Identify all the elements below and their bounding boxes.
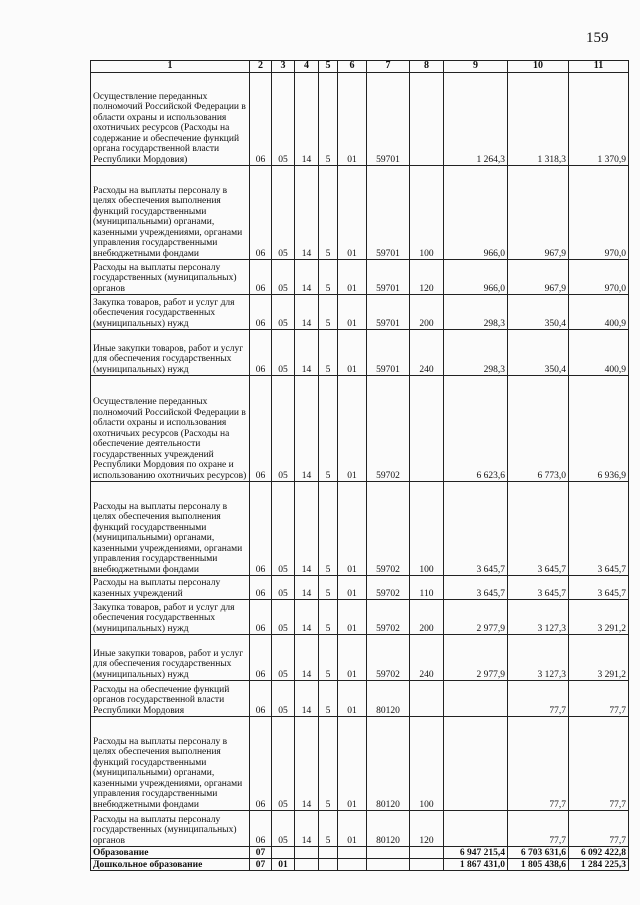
cell-c11: 3 645,7 [569,482,629,576]
cell-c5: 5 [319,811,338,847]
cell-c4: 14 [295,73,319,166]
cell-c8 [410,847,444,859]
cell-c3: 01 [272,859,295,871]
cell-c10: 967,9 [508,166,569,260]
cell-c10: 77,7 [508,811,569,847]
cell-c7 [367,859,410,871]
cell-c5: 5 [319,600,338,635]
cell-c7: 80120 [367,811,410,847]
cell-c5: 5 [319,482,338,576]
cell-c7: 80120 [367,681,410,717]
row-name-cell: Расходы на выплаты персоналу в целях обеспечения выполнения функций государственными (муниципальными) органами, казенными учреждениями, органами управления государственными внебюджетными фондами [91,717,250,811]
cell-c7: 59702 [367,482,410,576]
cell-c6: 01 [338,73,367,166]
table-row [91,717,629,811]
cell-c7: 59701 [367,166,410,260]
cell-c6: 01 [338,635,367,681]
cell-c4: 14 [295,576,319,600]
table-row [91,811,629,847]
header-cell: 6 [338,61,367,73]
cell-c9 [444,811,508,847]
cell-c9: 966,0 [444,260,508,295]
row-name-cell: Иные закупки товаров, работ и услуг для обеспечения государственных (муниципальных) нужд [91,635,250,681]
cell-c9 [444,717,508,811]
table-row [91,376,629,482]
cell-c2: 06 [250,635,272,681]
cell-c3: 05 [272,600,295,635]
cell-c4 [295,847,319,859]
cell-c11: 970,0 [569,260,629,295]
row-name-cell: Осуществление переданных полномочий Российской Федерации в области охраны и использования охотничьих ресурсов (Расходы на обеспечение деятельности государственных учреждений Республики Мордовия по охране и использованию охотничьих ресурсов) [91,376,250,482]
cell-c9: 6 947 215,4 [444,847,508,859]
cell-c2: 06 [250,330,272,376]
table-row [91,576,629,600]
cell-c4: 14 [295,295,319,330]
cell-c8 [410,376,444,482]
cell-c3: 05 [272,330,295,376]
cell-c6: 01 [338,576,367,600]
cell-c11: 77,7 [569,811,629,847]
table-row [91,73,629,166]
cell-c6 [338,847,367,859]
cell-c8: 100 [410,717,444,811]
cell-c9 [444,681,508,717]
header-row [91,61,629,73]
cell-c4: 14 [295,717,319,811]
cell-c2: 07 [250,847,272,859]
cell-c11: 6 936,9 [569,376,629,482]
cell-c11: 1 284 225,3 [569,859,629,871]
header-cell: 3 [272,61,295,73]
cell-c11: 400,9 [569,295,629,330]
cell-c9: 2 977,9 [444,635,508,681]
cell-c3: 05 [272,260,295,295]
cell-c11: 77,7 [569,681,629,717]
cell-c8: 100 [410,166,444,260]
cell-c3: 05 [272,717,295,811]
cell-c6: 01 [338,600,367,635]
cell-c3: 05 [272,376,295,482]
cell-c8: 200 [410,295,444,330]
cell-c9: 2 977,9 [444,600,508,635]
cell-c6: 01 [338,295,367,330]
cell-c2: 06 [250,166,272,260]
table-row [91,260,629,295]
header-cell: 7 [367,61,410,73]
page-number: 159 [586,30,609,46]
cell-c7: 59702 [367,635,410,681]
cell-c2: 06 [250,73,272,166]
cell-c8: 110 [410,576,444,600]
cell-c11: 400,9 [569,330,629,376]
cell-c4 [295,859,319,871]
cell-c7: 59701 [367,330,410,376]
row-name-cell: Расходы на выплаты персоналу государственных (муниципальных) органов [91,260,250,295]
cell-c8: 240 [410,635,444,681]
cell-c7: 59701 [367,73,410,166]
table-row [91,859,629,871]
cell-c7: 80120 [367,717,410,811]
cell-c8 [410,681,444,717]
cell-c6: 01 [338,681,367,717]
cell-c10: 3 645,7 [508,576,569,600]
cell-c6: 01 [338,330,367,376]
cell-c2: 06 [250,376,272,482]
cell-c8: 240 [410,330,444,376]
table-row [91,482,629,576]
cell-c10: 350,4 [508,330,569,376]
cell-c6: 01 [338,717,367,811]
cell-c8: 120 [410,260,444,295]
header-cell: 4 [295,61,319,73]
cell-c11: 970,0 [569,166,629,260]
cell-c2: 06 [250,811,272,847]
cell-c2: 06 [250,260,272,295]
cell-c9: 1 264,3 [444,73,508,166]
cell-c10: 77,7 [508,717,569,811]
row-name-cell: Осуществление переданных полномочий Российской Федерации в области охраны и использования охотничьих ресурсов (Расходы на содержание и обеспечение функций органа государственной власти Республики Мордовия) [91,73,250,166]
cell-c5: 5 [319,576,338,600]
cell-c6: 01 [338,166,367,260]
cell-c4: 14 [295,260,319,295]
header-cell: 9 [444,61,508,73]
cell-c6 [338,859,367,871]
cell-c10: 967,9 [508,260,569,295]
cell-c3: 05 [272,681,295,717]
header-cell: 2 [250,61,272,73]
row-name-cell: Дошкольное образование [91,859,250,871]
cell-c7: 59702 [367,576,410,600]
header-cell: 5 [319,61,338,73]
row-name-cell: Расходы на выплаты персоналу в целях обеспечения выполнения функций государственными (муниципальными) органами, казенными учреждениями, органами управления государственными внебюджетными фондами [91,166,250,260]
cell-c5: 5 [319,330,338,376]
cell-c7: 59701 [367,295,410,330]
cell-c9: 6 623,6 [444,376,508,482]
cell-c5: 5 [319,717,338,811]
cell-c10: 1 318,3 [508,73,569,166]
cell-c3: 05 [272,295,295,330]
cell-c8: 200 [410,600,444,635]
cell-c9: 298,3 [444,295,508,330]
cell-c8 [410,859,444,871]
cell-c4: 14 [295,330,319,376]
row-name-cell: Расходы на выплаты персоналу государственных (муниципальных) органов [91,811,250,847]
cell-c2: 06 [250,681,272,717]
cell-c11: 3 645,7 [569,576,629,600]
budget-table [90,60,629,871]
cell-c5: 5 [319,295,338,330]
cell-c11: 77,7 [569,717,629,811]
cell-c2: 06 [250,600,272,635]
cell-c9: 1 867 431,0 [444,859,508,871]
header-cell: 8 [410,61,444,73]
row-name-cell: Расходы на выплаты персоналу в целях обеспечения выполнения функций государственными (муниципальными) органами, казенными учреждениями, органами управления государственными внебюджетными фондами [91,482,250,576]
cell-c3: 05 [272,635,295,681]
cell-c10: 3 645,7 [508,482,569,576]
cell-c2: 06 [250,576,272,600]
cell-c4: 14 [295,635,319,681]
cell-c4: 14 [295,811,319,847]
cell-c2: 06 [250,482,272,576]
cell-c6: 01 [338,482,367,576]
cell-c4: 14 [295,600,319,635]
cell-c4: 14 [295,166,319,260]
table-row [91,295,629,330]
row-name-cell: Образование [91,847,250,859]
cell-c4: 14 [295,681,319,717]
cell-c5: 5 [319,635,338,681]
cell-c6: 01 [338,376,367,482]
cell-c9: 966,0 [444,166,508,260]
table-row [91,600,629,635]
cell-c7: 59702 [367,376,410,482]
cell-c7 [367,847,410,859]
cell-c5 [319,847,338,859]
table-row [91,681,629,717]
cell-c8 [410,73,444,166]
cell-c3: 05 [272,482,295,576]
cell-c10: 6 773,0 [508,376,569,482]
row-name-cell: Расходы на обеспечение функций органов государственной власти Республики Мордовия [91,681,250,717]
cell-c10: 3 127,3 [508,635,569,681]
cell-c3: 05 [272,166,295,260]
table-row [91,166,629,260]
cell-c10: 350,4 [508,295,569,330]
cell-c8: 120 [410,811,444,847]
table-row [91,330,629,376]
cell-c10: 77,7 [508,681,569,717]
cell-c9: 298,3 [444,330,508,376]
cell-c10: 1 805 438,6 [508,859,569,871]
cell-c9: 3 645,7 [444,482,508,576]
cell-c11: 3 291,2 [569,635,629,681]
cell-c3: 05 [272,576,295,600]
row-name-cell: Иные закупки товаров, работ и услуг для обеспечения государственных (муниципальных) нужд [91,330,250,376]
cell-c7: 59702 [367,600,410,635]
cell-c7: 59701 [367,260,410,295]
cell-c5: 5 [319,260,338,295]
row-name-cell: Закупка товаров, работ и услуг для обеспечения государственных (муниципальных) нужд [91,295,250,330]
cell-c2: 06 [250,295,272,330]
cell-c5: 5 [319,681,338,717]
cell-c11: 3 291,2 [569,600,629,635]
cell-c5: 5 [319,73,338,166]
cell-c11: 1 370,9 [569,73,629,166]
cell-c8: 100 [410,482,444,576]
header-cell: 1 [91,61,250,73]
cell-c4: 14 [295,376,319,482]
header-cell: 11 [569,61,629,73]
cell-c10: 6 703 631,6 [508,847,569,859]
cell-c4: 14 [295,482,319,576]
row-name-cell: Закупка товаров, работ и услуг для обеспечения государственных (муниципальных) нужд [91,600,250,635]
cell-c3: 05 [272,811,295,847]
cell-c3 [272,847,295,859]
cell-c11: 6 092 422,8 [569,847,629,859]
cell-c6: 01 [338,811,367,847]
row-name-cell: Расходы на выплаты персоналу казенных учреждений [91,576,250,600]
cell-c9: 3 645,7 [444,576,508,600]
cell-c5: 5 [319,166,338,260]
cell-c10: 3 127,3 [508,600,569,635]
header-cell: 10 [508,61,569,73]
cell-c2: 06 [250,717,272,811]
table-row [91,847,629,859]
cell-c5 [319,859,338,871]
cell-c6: 01 [338,260,367,295]
cell-c2: 07 [250,859,272,871]
cell-c5: 5 [319,376,338,482]
table-row [91,635,629,681]
cell-c3: 05 [272,73,295,166]
